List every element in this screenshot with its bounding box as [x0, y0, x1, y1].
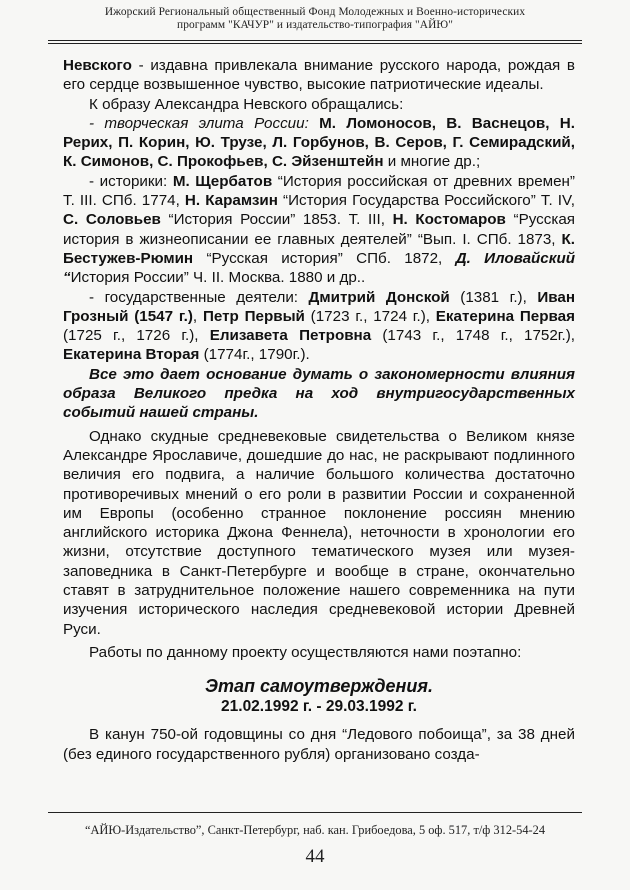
- statesman-dates: (1723 г., 1724 г.),: [304, 307, 436, 325]
- statesman-name: Елизавета Петровна: [209, 327, 372, 345]
- stage-dates: 21.02.1992 г. - 29.03.1992 г.: [221, 698, 417, 716]
- statesman-dates: (1774г., 1790г.).: [199, 346, 310, 364]
- header-line-1: Ижорский Региональный общественный Фонд Молодежных и Военно-исторических: [104, 6, 526, 18]
- statesman-dates: (1743 г., 1748 г., 1752г.),: [371, 327, 575, 345]
- paragraph-5: В канун 750-ой годовщины со дня “Ледового побоища”, за 38 дней (без единого государственного рубля) организовано созда-: [63, 726, 575, 763]
- historian-work: “История Государства Российского” Т. IV,: [277, 192, 575, 210]
- elite-names: М. Ломоносов, В. Васнецов, Н. Рерих, П. Корин, Ю. Трузе, Л. Горбунов, В. Серов, Г. Семирадский, К. Симонов, С. Прокофьев, С. Эйзенштейн: [63, 114, 575, 171]
- header-line-2: программ "КАЧУР" и издательство-типография "АЙЮ": [177, 19, 453, 31]
- footer-rule: [48, 812, 582, 813]
- statesman-dates: (1725 г., 1726 г.),: [63, 327, 210, 345]
- historians-list: [63, 172, 575, 288]
- paragraph-4: Работы по данному проекту осуществляются нами поэтапно:: [89, 643, 522, 661]
- historian-name: Н. Карамзин: [184, 192, 278, 210]
- paragraph-1: [63, 56, 575, 95]
- historian-work: “Русская история в жизнеописании ее главных деятелей” “Вып. I. СПб. 1873,: [63, 211, 575, 248]
- running-header: [50, 6, 580, 32]
- statesman-name: Иван Грозный (1547 г.): [63, 288, 576, 325]
- lead-word: Невского: [63, 57, 132, 74]
- paragraph-2: К образу Александра Невского обращались:: [89, 95, 404, 113]
- elite-list: [63, 114, 575, 172]
- historian-work: “Русская история” СПб. 1872,: [193, 249, 456, 267]
- paragraph-1-text: - издавна привлекала внимание русского народа, рождая в его сердце возвышенное чувство, высокие патриотические идеалы.: [63, 57, 575, 94]
- statesman-name: Екатерина Первая: [435, 307, 575, 325]
- body-text: [63, 56, 575, 764]
- elite-intro: - творческая элита России:: [89, 114, 320, 132]
- elite-tail: и многие др.;: [383, 153, 481, 171]
- historian-work: “История российская от древних времен” Т. III. СПб. 1774,: [63, 172, 575, 210]
- historian-work: История России” Ч. II. Москва. 1880 и др..: [70, 269, 366, 287]
- paragraph-3: Однако скудные средневековые свидетельства о Великом князе Александре Ярославиче, дошедшие до нас, не раскрывают подлинного величия его подвига, а наличие большого количества достаточно противоречивых мнений о его роли в развитии России и сохраненной им Европы (особенно странное поклонение россиян мнению английского историка Джона Феннела), неточности в хронологии его жизни, отсутствие доступного тематического музея или музея-заповедника в Санкт-Петербурге и вообще в стране, окончательно ставят в затруднительное положение нашего современника на пути изучения исторического наследия средневековой истории Древней Руси.: [63, 427, 575, 638]
- historians-intro: - историки:: [89, 172, 173, 190]
- statesman-name: Дмитрий Донской: [308, 288, 450, 306]
- historian-name: М. Щербатов: [172, 172, 273, 190]
- statesmen-list: [63, 288, 575, 365]
- historian-name: С. Соловьев: [63, 211, 161, 229]
- stage-title: Этап самоутверждения.: [205, 676, 433, 697]
- statesman-dates: ,: [192, 307, 203, 325]
- statesman-name: Петр Первый: [202, 307, 305, 325]
- statesmen-intro: - государственные деятели:: [89, 288, 309, 306]
- historian-name: Н. Костомаров: [392, 211, 506, 229]
- page-number: 44: [305, 846, 325, 867]
- historian-work: “История России” 1853. Т. III,: [160, 211, 393, 229]
- footer-address: “АЙЮ-Издательство”, Санкт-Петербург, наб. кан. Грибоедова, 5 оф. 517, т/ф 312-54-24: [84, 823, 546, 837]
- historian-name: К. Бестужев-Рюмин: [63, 230, 575, 267]
- historian-name: Д. Иловайский “: [63, 249, 575, 287]
- header-rule-top: [48, 40, 582, 41]
- emphasis-paragraph: Все это дает основание думать о закономерности влияния образа Великого предка на ход внутригосударственных событий нашей страны.: [63, 365, 575, 422]
- statesman-name: Екатерина Вторая: [63, 346, 200, 364]
- statesman-dates: (1381 г.),: [449, 288, 538, 306]
- header-rule-bottom: [48, 43, 582, 44]
